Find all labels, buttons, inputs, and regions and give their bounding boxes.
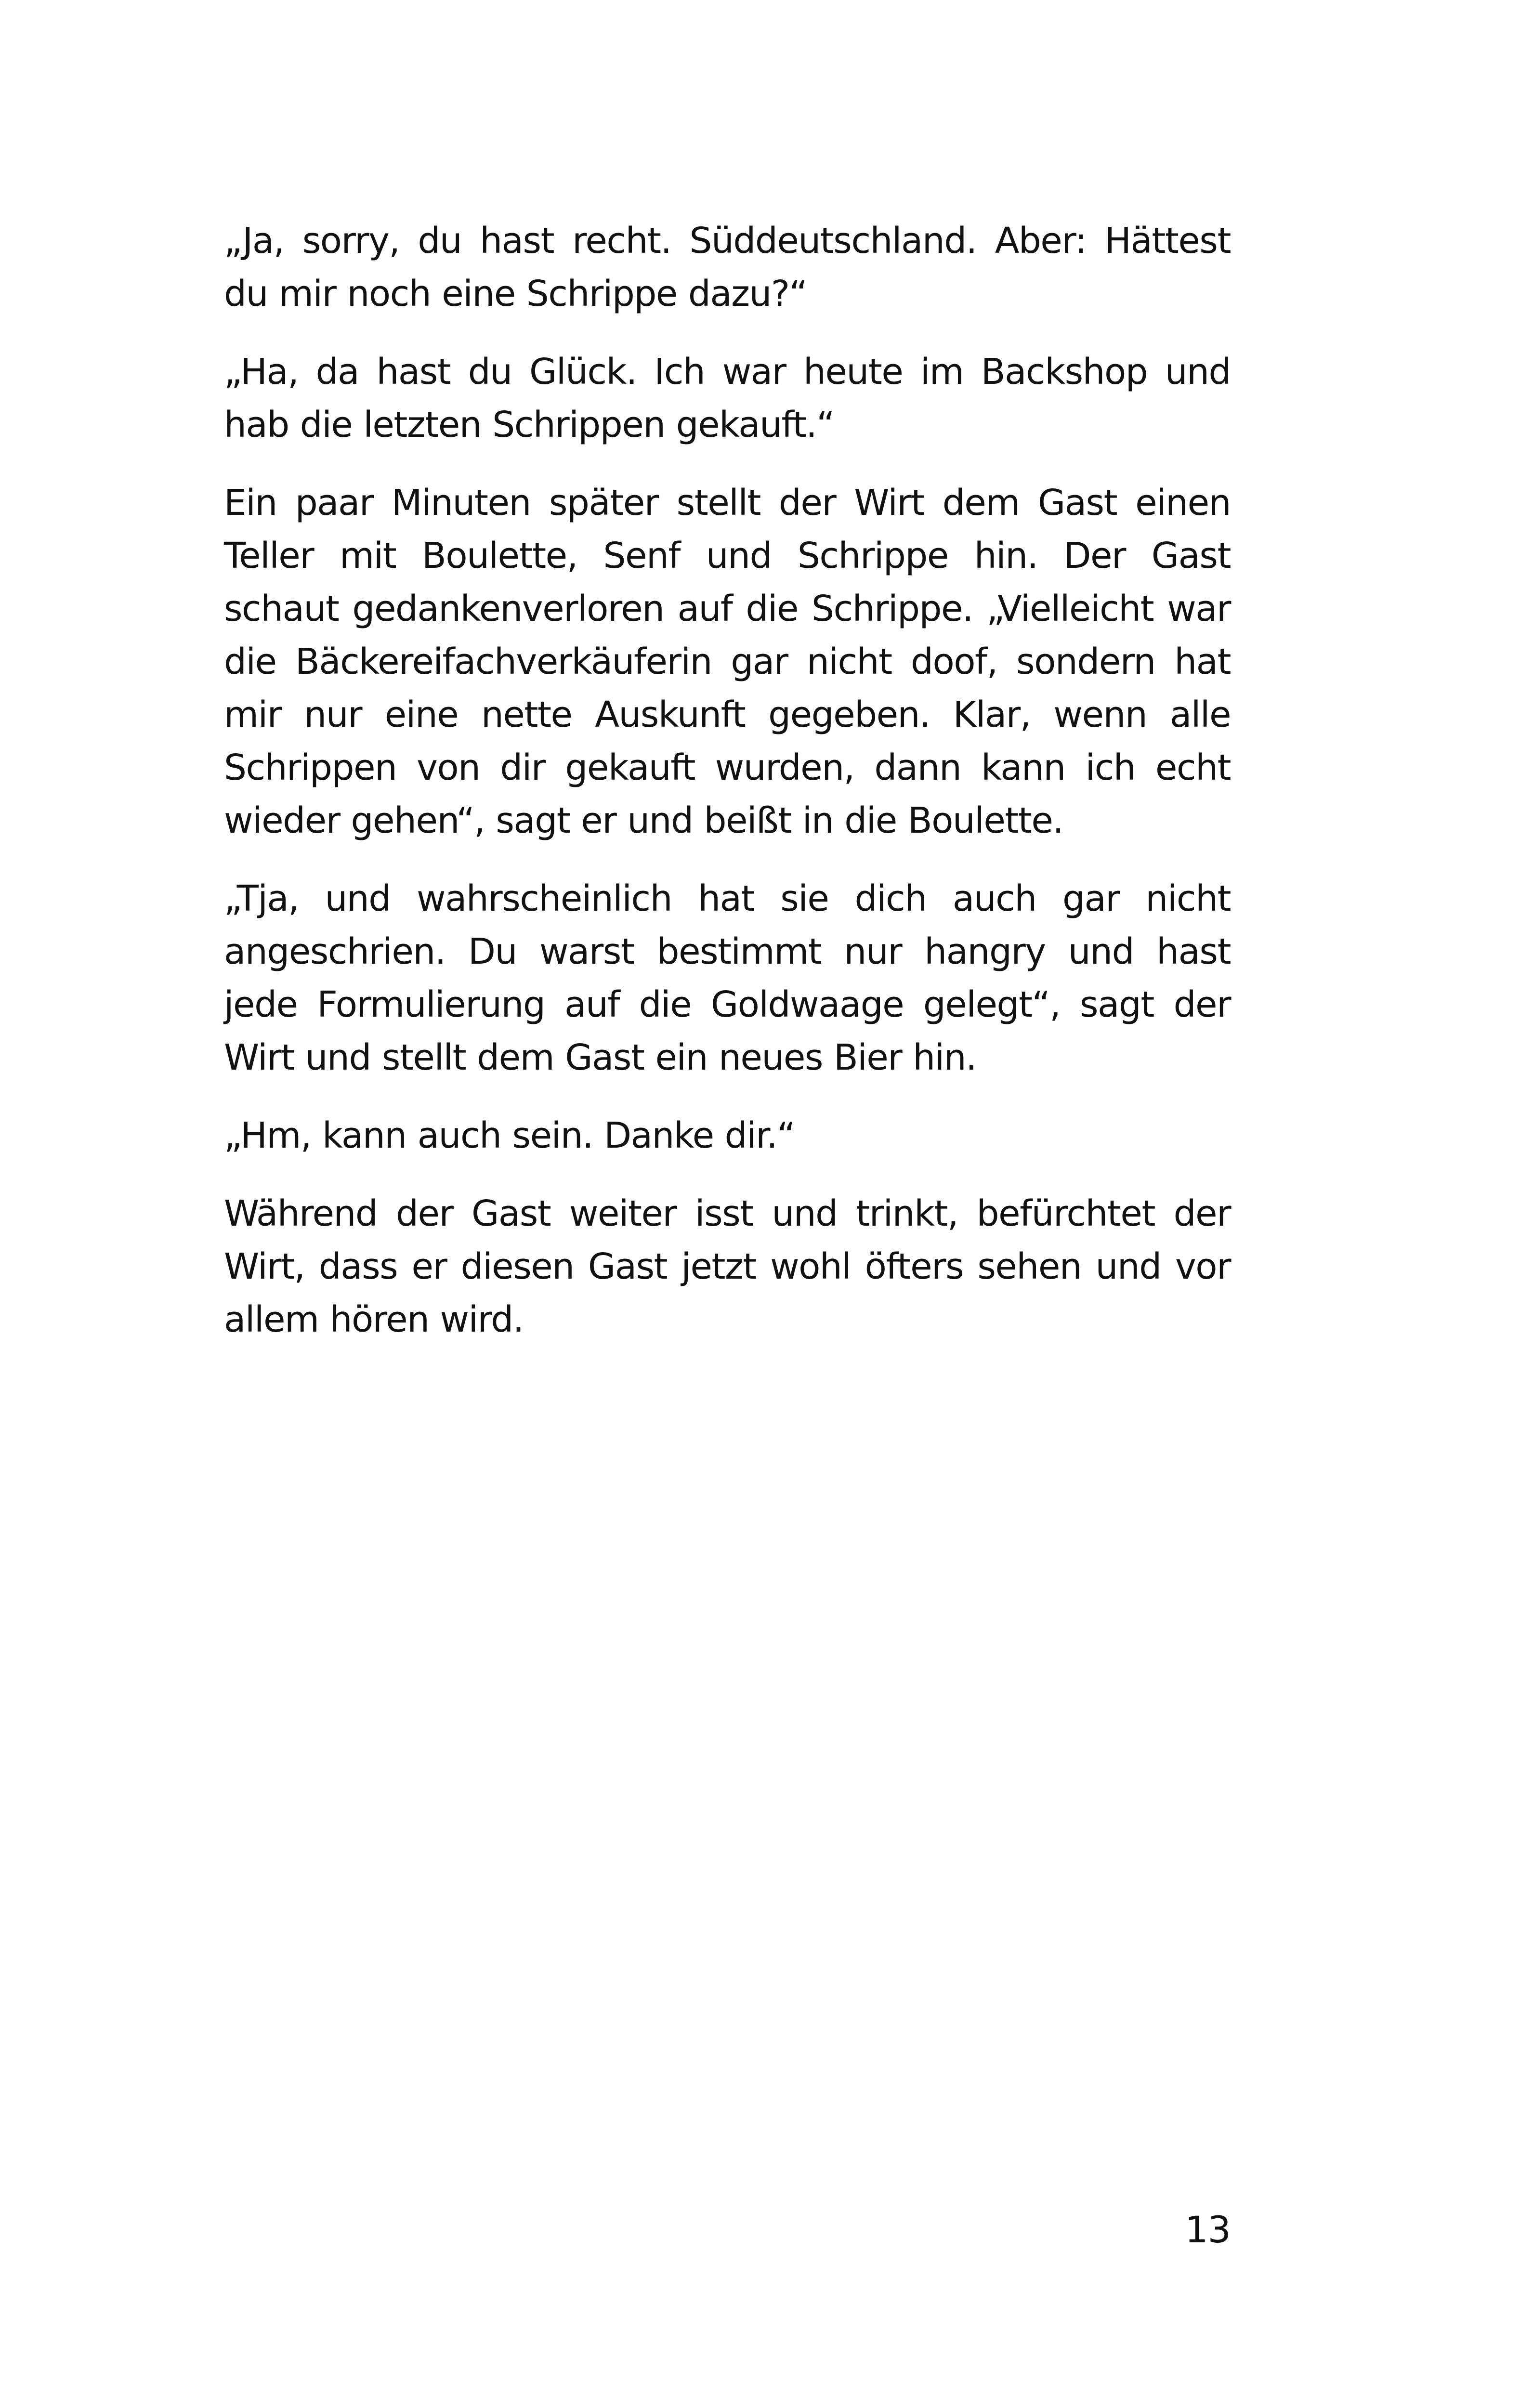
paragraph-2: „Ha, da hast du Glück. Ich war heute im Backshop und hab die letzten Schrippen gekauft.“ bbox=[224, 351, 1231, 445]
paragraph-4: „Tja, und wahrscheinlich hat sie dich auch gar nicht angeschrien. Du warst bestimmt nur hangry und hast jede Formulierung auf die Goldwaage gelegt“, sagt der Wirt und stellt dem Gast ein neues Bier hin. bbox=[224, 878, 1231, 1078]
paragraph-1: „Ja, sorry, du hast recht. Süddeutschland. Aber: Hättest du mir noch eine Schrippe dazu?“ bbox=[224, 220, 1231, 314]
paragraph-5: „Hm, kann auch sein. Danke dir.“ bbox=[224, 1115, 795, 1156]
page-number: 13 bbox=[1185, 2208, 1231, 2251]
paragraph-6: Während der Gast weiter isst und trinkt, befürchtet der Wirt, dass er diesen Gast jetzt wohl öfters sehen und vor allem hören wird. bbox=[224, 1193, 1231, 1340]
body-text bbox=[224, 214, 1231, 1371]
paragraph-3: Ein paar Minuten später stellt der Wirt dem Gast einen Teller mit Boulette, Senf und Schrippe hin. Der Gast schaut gedankenverloren auf die Schrippe. „Vielleicht war die Bäckereifachverkäuferin gar nicht doof, sondern hat mir nur eine nette Auskunft gegeben. Klar, wenn alle Schrippen von dir gekauft wurden, dann kann ich echt wieder gehen“, sagt er und beißt in die Boulette. bbox=[224, 482, 1231, 841]
